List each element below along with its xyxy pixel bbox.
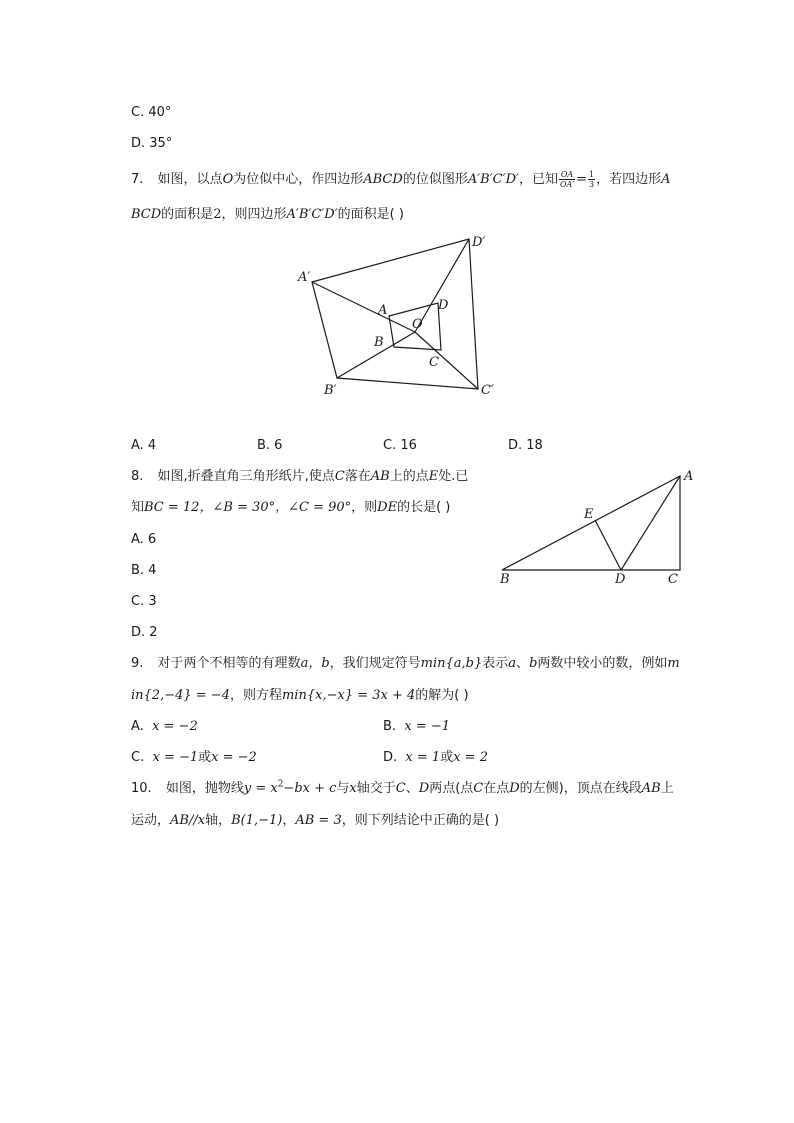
q8-label-A: A: [684, 469, 694, 484]
q9-option-d-value: x = 1: [405, 750, 441, 765]
q7-text: 如图，以点: [157, 172, 223, 187]
q7-text: 的面积是: [161, 207, 214, 222]
q7-text: ，已知: [518, 172, 558, 187]
q9-option-c-value: x = −2: [211, 750, 257, 765]
q9-option-d: [383, 748, 488, 768]
q7-label-Dp: D′: [472, 235, 486, 250]
q10-stem-line2: [131, 811, 499, 831]
q7-option-d: D. 18: [508, 438, 543, 453]
q9-option-b-label: B.: [383, 719, 397, 734]
q8-text: 知: [131, 500, 145, 515]
q9-option-d-label: D.: [383, 750, 398, 765]
q7-text: 为位似中心，作四边形: [233, 172, 364, 187]
q7-label-Cp: C′: [481, 383, 494, 398]
q9-text: ，我们规定符号: [329, 656, 421, 671]
q7-area-value: 2: [213, 207, 222, 222]
q7-math-A: A: [661, 172, 671, 187]
q9-math-equation: min{x,−x} = 3x + 4: [281, 688, 416, 703]
q9-option-d-or: 或: [440, 750, 454, 765]
q7-text: ，则四边形: [221, 207, 287, 222]
q8-math-C: C: [334, 469, 345, 484]
q7-text: ，若四边形: [596, 172, 662, 187]
q8-conditions: BC = 12，∠B = 30°，∠C = 90°: [144, 500, 352, 515]
q9-option-b: [383, 717, 450, 737]
q7-math-ApBpCpDp: A′B′C′D′: [286, 207, 338, 222]
q9-text: ，则方程: [229, 688, 282, 703]
q7-equals: =: [576, 172, 588, 187]
q8-math-DE: DE: [377, 500, 398, 515]
q7-label-Bp: B′: [324, 383, 337, 398]
q9-math-m: m: [667, 656, 680, 671]
q8-option-b: B. 4: [131, 563, 157, 578]
q7-option-a: A. 4: [131, 438, 157, 453]
q10-text: 运动，: [131, 813, 171, 828]
q9-math-example: in{2,−4} = −4: [131, 688, 230, 703]
q8-math-AB: AB: [370, 469, 390, 484]
q8-text: 处.已: [438, 469, 469, 484]
q6-option-c: C. 40°: [131, 105, 172, 120]
q7-label-C: C: [429, 355, 439, 370]
q7-text: 的位似图形: [402, 172, 468, 187]
q10-text: 上: [660, 781, 674, 796]
q9-text: 表示: [482, 656, 509, 671]
q7-option-b: B. 6: [257, 438, 283, 453]
q10-text: ，: [282, 813, 296, 828]
q7-label-D: D: [438, 298, 449, 313]
q8-math-E: E: [428, 469, 439, 484]
q9-text: 两数中较小的数，例如: [537, 656, 668, 671]
q7-math-ABCD: ABCD: [363, 172, 403, 187]
q8-option-c: C. 3: [131, 594, 157, 609]
q10-text: ，则下列结论中正确的是( ): [341, 813, 500, 828]
q9-option-a: [131, 717, 198, 737]
q8-right-triangle: [502, 476, 680, 570]
q8-number: 8.: [131, 469, 144, 484]
q10-math-D: D: [418, 781, 430, 796]
q10-math-exponent: 2: [277, 779, 284, 790]
q7-fraction-numerator: OA: [560, 170, 574, 179]
q10-math-parabola: y = x: [243, 781, 278, 796]
q9-stem-line1: [131, 654, 680, 674]
q8-label-D: D: [615, 572, 626, 587]
q7-label-Ap: A′: [298, 270, 311, 285]
q10-math-AB: AB: [641, 781, 661, 796]
q7-label-B: B: [374, 335, 384, 350]
q10-text: 、: [405, 781, 419, 796]
q7-fraction-denominator: OA′: [559, 180, 575, 189]
q8-option-a: A. 6: [131, 532, 157, 547]
q9-option-c-or: 或: [198, 750, 212, 765]
q10-number: 10.: [131, 781, 152, 796]
q7-math-O: O: [222, 172, 234, 187]
q10-text: 与: [336, 781, 350, 796]
q7-value-numerator: 1: [589, 170, 595, 179]
q9-text: 对于两个不相等的有理数: [157, 656, 301, 671]
q9-math-min: min{a,b}: [420, 656, 483, 671]
q10-math-C: C: [395, 781, 406, 796]
q8-label-E: E: [584, 507, 594, 522]
q10-math-D: D: [509, 781, 520, 796]
q7-value-denominator: 3: [589, 180, 595, 189]
q9-option-c-value: x = −1: [152, 750, 199, 765]
q10-text: 两点(点: [429, 781, 474, 796]
q7-label-O: O: [412, 317, 423, 332]
q9-stem-line2: [131, 686, 469, 706]
q10-math-point-B: B(1,−1): [231, 813, 283, 828]
q10-text: 轴交于: [356, 781, 396, 796]
q9-text: 、: [516, 656, 530, 671]
q9-option-c: [131, 748, 257, 768]
q8-text: ，则: [351, 500, 378, 515]
q10-text: 轴，: [205, 813, 232, 828]
q7-math-ApBpCpDp: A′B′C′D′: [467, 172, 519, 187]
q9-option-a-label: A.: [131, 719, 144, 734]
q8-segment-AD: [621, 476, 680, 570]
q7-option-c: C. 16: [383, 438, 417, 453]
q9-option-d-value: x = 2: [453, 750, 488, 765]
q10-math-C: C: [473, 781, 484, 796]
q7-math-BCD: BCD: [131, 207, 162, 222]
q8-segment-ED: [595, 520, 621, 570]
q8-text: 上的点: [389, 469, 429, 484]
q7-label-A: A: [378, 303, 388, 318]
q9-text: 的解为( ): [415, 688, 469, 703]
q9-math-b: b: [529, 656, 538, 671]
q9-number: 9.: [131, 656, 144, 671]
q6-option-d: D. 35°: [131, 136, 173, 151]
q9-option-b-value: x = −1: [404, 719, 450, 734]
q8-label-C: C: [668, 572, 678, 587]
q8-text: 落在: [344, 469, 371, 484]
q10-math-AB-parallel-x: AB//x: [170, 813, 206, 828]
q10-text: 在点: [483, 781, 510, 796]
q10-math-x: x: [349, 781, 357, 796]
q10-text: 的左侧)，顶点在线段: [519, 781, 642, 796]
q10-text: 如图，抛物线: [165, 781, 244, 796]
q8-text: 如图,折叠直角三角形纸片,使点: [157, 469, 335, 484]
q7-text: 的面积是( ): [337, 207, 404, 222]
q10-math-AB-length: AB = 3: [295, 813, 342, 828]
q9-option-c-label: C.: [131, 750, 145, 765]
q8-option-d: D. 2: [131, 625, 158, 640]
q7-number: 7.: [131, 172, 144, 187]
q9-option-a-value: x = −2: [152, 719, 198, 734]
q8-label-B: B: [500, 572, 510, 587]
q8-text: 的长是( ): [397, 500, 451, 515]
q9-math-a: a: [508, 656, 517, 671]
q10-math-parabola-rest: −bx + c: [283, 781, 337, 796]
q10-stem-line1: [131, 779, 674, 799]
q9-math-ab: a，b: [300, 656, 330, 671]
